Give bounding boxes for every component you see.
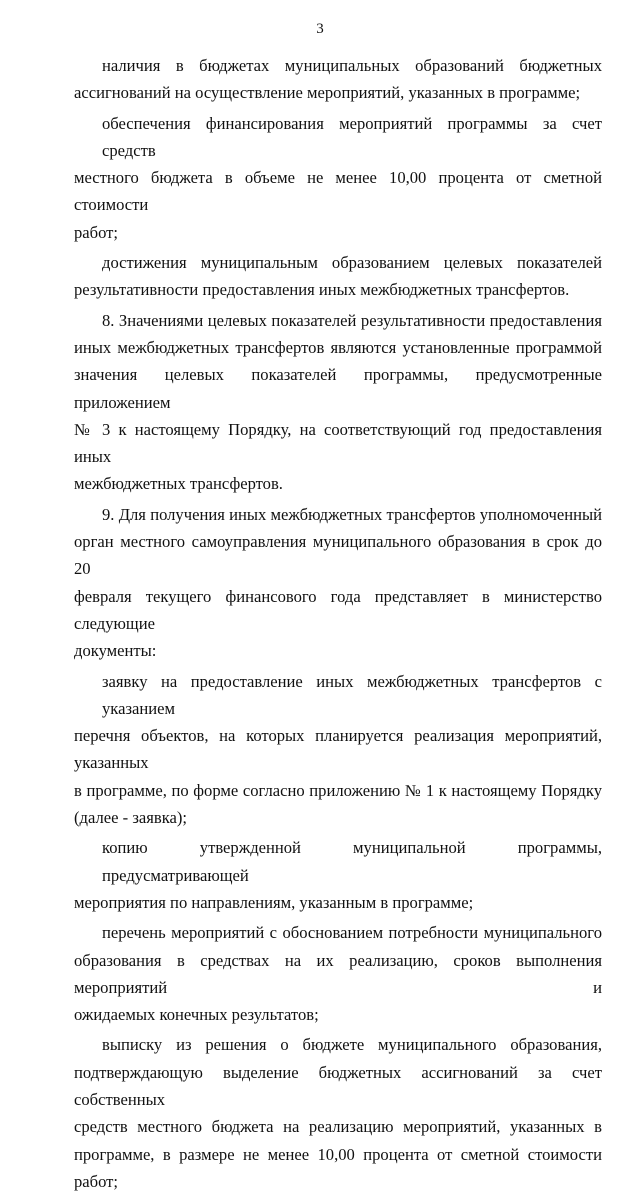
text-line: результативности предоставления иных межбюджетных трансфертов. <box>74 280 570 300</box>
text-line: мероприятия по направлениям, указанным в программе; <box>74 892 474 912</box>
text-line: перечень мероприятий с обоснованием потребности муниципального <box>102 923 602 943</box>
text-line: 9. Для получения иных межбюджетных трансфертов уполномоченный <box>102 504 602 524</box>
paragraph <box>74 834 602 916</box>
text-line: межбюджетных трансфертов. <box>74 474 283 494</box>
text-line: ожидаемых конечных результатов; <box>74 1005 319 1025</box>
text-line: (далее - заявка); <box>74 808 188 828</box>
paragraph <box>74 249 602 304</box>
text-line: выписку из решения о бюджете муниципального образования, <box>102 1035 602 1055</box>
text-line: средств местного бюджета на реализацию мероприятий, указанных в <box>74 1117 602 1137</box>
text-line: наличия в бюджетах муниципальных образований бюджетных <box>102 56 602 75</box>
text-line: документы: <box>74 641 157 661</box>
text-line: февраля текущего финансового года представляет в министерство следующие <box>74 586 602 633</box>
paragraph <box>74 1031 602 1195</box>
text-line: образования в средствах на их реализацию, сроков выполнения мероприятий и <box>74 950 602 997</box>
paragraph <box>74 668 602 832</box>
text-line: в программе, по форме согласно приложению № 1 к настоящему Порядку <box>74 780 602 800</box>
text-line: перечня объектов, на которых планируется реализация мероприятий, указанных <box>74 726 602 773</box>
text-line: заявку на предоставление иных межбюджетных трансфертов с указанием <box>102 671 602 718</box>
text-line: работ; <box>74 222 119 242</box>
paragraph <box>74 110 602 246</box>
text-line: местного бюджета в объеме не менее 10,00 процента от сметной стоимости <box>74 168 602 215</box>
paragraph <box>74 52 602 107</box>
text-line: программе, в размере не менее 10,00 процента от сметной стоимости работ; <box>74 1144 602 1191</box>
paragraph <box>74 501 602 665</box>
text-line: подтверждающую выделение бюджетных ассигнований за счет собственных <box>74 1062 602 1109</box>
text-line: ассигнований на осуществление мероприятий, указанных в программе; <box>74 83 581 103</box>
text-line: достижения муниципальным образованием целевых показателей <box>102 253 602 273</box>
text-line: 8. Значениями целевых показателей результативности предоставления <box>102 310 602 330</box>
paragraph <box>74 919 602 1028</box>
text-line: иных межбюджетных трансфертов являются установленные программой <box>74 337 602 357</box>
text-line: значения целевых показателей программы, предусмотренные приложением <box>74 365 602 412</box>
page-number: 3 <box>316 21 324 37</box>
paragraph <box>74 307 602 498</box>
text-line: орган местного самоуправления муниципального образования в срок до 20 <box>74 532 602 579</box>
document-body <box>74 52 602 1195</box>
text-line: копию утвержденной муниципальной программы, предусматривающей <box>102 838 602 885</box>
text-line: обеспечения финансирования мероприятий программы за счет средств <box>102 113 602 160</box>
text-line: № 3 к настоящему Порядку, на соответствующий год предоставления иных <box>74 419 602 467</box>
